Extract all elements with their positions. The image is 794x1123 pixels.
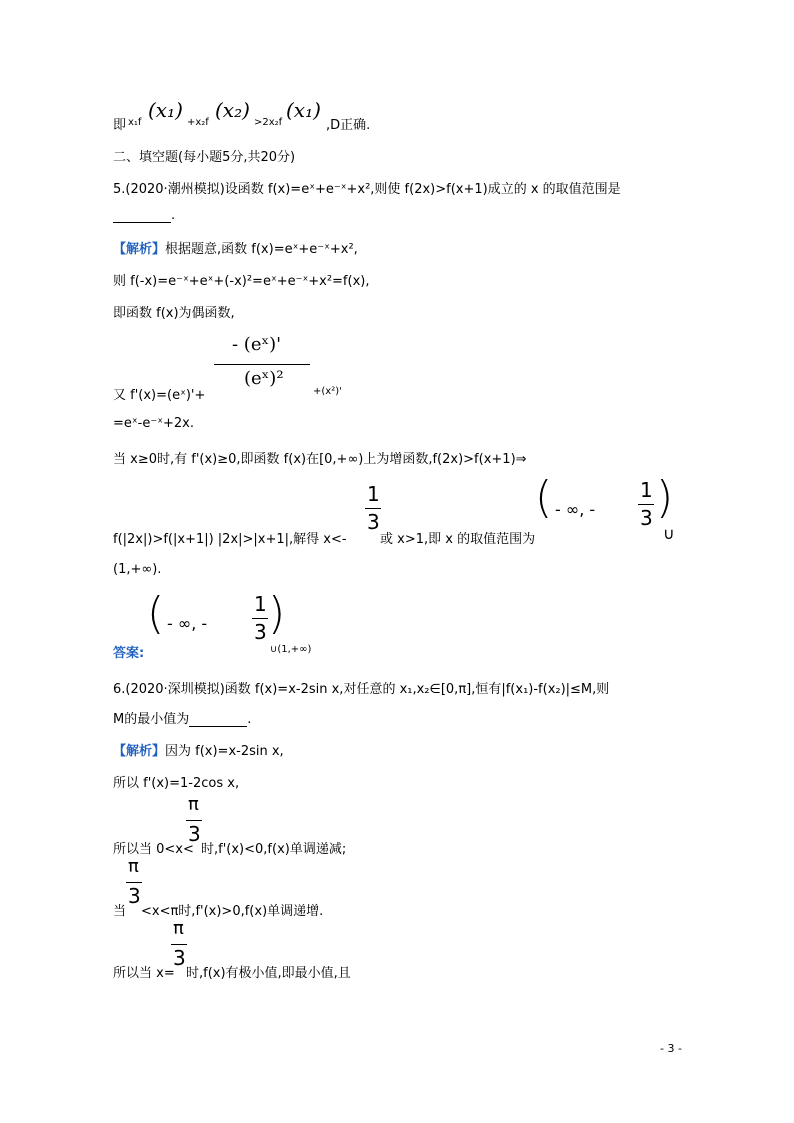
- q5-union: ∪: [663, 524, 675, 543]
- q5-answer-left-paren: (: [147, 588, 165, 639]
- q5-frac-bar: [214, 364, 310, 365]
- q6-stem1: 6.(2020·深圳模拟)函数 f(x)=x-2sin x,对任意的 x₁,x₂∈[0,π],恒有|f(x₁)-f(x₂)|≤M,则: [113, 682, 610, 697]
- q5-answer-one: 1: [254, 592, 267, 616]
- line1-x1f: x₁f: [128, 117, 142, 128]
- q5-interval-one: 1: [640, 478, 653, 502]
- q5-answer-tail: ∪(1,+∞): [270, 644, 312, 655]
- line1-prefix: 即: [113, 118, 127, 133]
- q5-interval-bar: [638, 504, 654, 505]
- q6-s2: 所以 f'(x)=1-2cos x,: [113, 776, 240, 791]
- q6-stem2-line: [113, 708, 251, 727]
- q6-s3-three: 3: [188, 822, 201, 846]
- q6-s4-pre: 当: [113, 904, 127, 919]
- line1-suffix: ,D正确.: [326, 118, 371, 133]
- q6-s3-post: 时,f'(x)<0,f(x)单调递减;: [201, 842, 347, 857]
- q5-s5: =eˣ-e⁻ˣ+2x.: [113, 416, 194, 431]
- q5-answer-inner: - ∞, -: [167, 614, 208, 633]
- line1-arg2: (x₂): [215, 98, 250, 122]
- line1-gt: >2x₂f: [254, 117, 283, 128]
- answer-blank-line: [189, 714, 247, 727]
- q5-s3: 即函数 f(x)为偶函数,: [113, 306, 235, 321]
- q5-one: 1: [367, 482, 380, 506]
- q6-s5-three: 3: [173, 946, 186, 970]
- q6-s4-post: <x<π时,f'(x)>0,f(x)单调递增.: [141, 904, 324, 919]
- section-heading: 二、填空题(每小题5分,共20分): [113, 150, 296, 165]
- q5-s4-post: +(x²)': [313, 386, 342, 397]
- answer-blank-line: [113, 210, 171, 223]
- jiexi-label: 【解析】: [113, 242, 166, 257]
- q5-frac-numerator: - (eˣ)': [232, 334, 282, 355]
- q5-jiexi-line: [113, 238, 358, 257]
- q6-s4-pi: π: [128, 856, 139, 877]
- q5-interval-inner: - ∞, -: [555, 500, 596, 519]
- q6-stem2-end: .: [247, 712, 252, 727]
- q5-s6: 当 x≥0时,有 f'(x)≥0,即函数 f(x)在[0,+∞)上为增函数,f(2x)>f(x+1)⇒: [113, 452, 527, 467]
- q5-frac-denominator: (eˣ)²: [244, 368, 284, 389]
- q5-answer-three: 3: [254, 620, 267, 644]
- q6-s4-bar: [126, 882, 142, 883]
- q5-three: 3: [367, 510, 380, 534]
- page-number: - 3 -: [660, 1042, 682, 1055]
- q6-s5-pre: 所以当 x=: [113, 966, 175, 981]
- q5-third-bar: [365, 508, 381, 509]
- q6-s5-bar: [171, 944, 187, 945]
- line1-arg3: (x₁): [286, 98, 321, 122]
- line1-plus: +x₂f: [187, 117, 209, 128]
- q5-s4-pre: 又 f'(x)=(eˣ)'+: [113, 388, 206, 403]
- line1-arg1: (x₁): [148, 98, 183, 122]
- q5-s8: (1,+∞).: [113, 562, 162, 577]
- jiexi-label: 【解析】: [113, 744, 166, 759]
- q5-stem: 5.(2020·潮州模拟)设函数 f(x)=eˣ+e⁻ˣ+x²,则使 f(2x)>f(x+1)成立的 x 的取值范围是: [113, 182, 621, 197]
- q6-jiexi-line: [113, 740, 284, 759]
- q5-s1: 根据题意,函数 f(x)=eˣ+e⁻ˣ+x²,: [165, 242, 358, 257]
- q6-s4-three: 3: [128, 884, 141, 908]
- q5-s7-pre: f(|2x|)>f(|x+1|) |2x|>|x+1|,解得 x<-: [113, 532, 347, 547]
- q6-stem2: M的最小值为: [113, 712, 190, 727]
- q6-s1: 因为 f(x)=x-2sin x,: [165, 744, 284, 759]
- q5-s7-mid: 或 x>1,即 x 的取值范围为: [380, 532, 536, 547]
- q5-answer-blank: [113, 208, 175, 223]
- q6-s5-pi: π: [173, 918, 184, 939]
- answer-label: 答案:: [113, 646, 145, 661]
- q5-answer-bar: [252, 618, 268, 619]
- q6-s3-bar: [186, 820, 202, 821]
- q5-interval-three: 3: [640, 506, 653, 530]
- q5-s2: 则 f(-x)=e⁻ˣ+eˣ+(-x)²=eˣ+e⁻ˣ+x²=f(x),: [113, 274, 370, 289]
- q5-stem-end: .: [171, 208, 176, 223]
- q6-s3-pre: 所以当 0<x<: [113, 842, 194, 857]
- q6-s5-post: 时,f(x)有极小值,即最小值,且: [186, 966, 351, 981]
- q5-answer-right-paren: ): [268, 588, 286, 639]
- q5-interval-right-paren: ): [656, 472, 674, 523]
- q5-interval-left-paren: (: [535, 472, 553, 523]
- q6-s3-pi: π: [188, 794, 199, 815]
